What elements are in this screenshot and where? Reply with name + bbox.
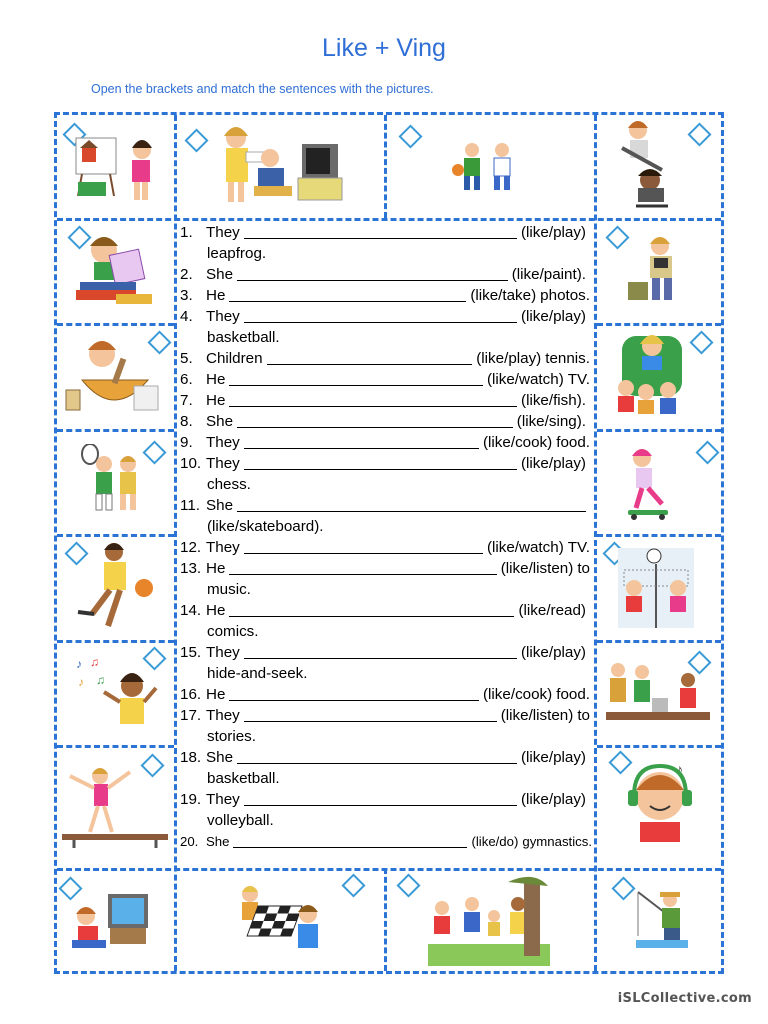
num: 16. (180, 686, 202, 703)
answer-blank[interactable] (244, 721, 497, 722)
sentence-14 (180, 600, 590, 621)
num: 13. (180, 560, 202, 577)
sentence-continuation: (like/skateboard). (207, 518, 324, 535)
answer-blank[interactable] (229, 406, 517, 407)
grid-divider (57, 640, 174, 643)
svg-text:♫: ♫ (96, 673, 105, 687)
grid-divider (597, 534, 721, 537)
sentence-subject: He (206, 560, 226, 577)
reading-comics-picture (72, 232, 158, 310)
verb-hint: (like/listen) (500, 560, 574, 577)
sentence-subject: He (206, 371, 226, 388)
verb-hint: (like/paint). (511, 266, 586, 283)
grid-divider (57, 534, 174, 537)
grid-divider (594, 115, 597, 971)
sentence-continuation: volleyball. (207, 812, 274, 829)
answer-blank[interactable] (244, 805, 517, 806)
sentence-19 (180, 789, 590, 810)
sentence-1 (180, 222, 590, 243)
sentence-18 (180, 747, 590, 768)
basketball-boys-picture (448, 140, 528, 196)
svg-text:♪: ♪ (676, 761, 683, 777)
grid-divider (174, 115, 177, 971)
grid-divider (57, 745, 174, 748)
answer-blank[interactable] (229, 616, 514, 617)
watching-tv-kids-picture (72, 890, 154, 956)
sentence-3 (180, 285, 590, 306)
sentence-5 (180, 348, 590, 369)
sentence-continuation: basketball. (207, 329, 280, 346)
sentence-11 (180, 495, 590, 516)
sentence-subject: She (206, 834, 230, 849)
answer-blank[interactable] (237, 280, 508, 281)
sentence-subject: They (206, 791, 240, 808)
answer-blank[interactable] (267, 364, 473, 365)
fishing-man-picture (634, 886, 690, 952)
verb-hint: (like/play) (521, 749, 586, 766)
svg-text:♫: ♫ (90, 655, 99, 669)
num: 17. (180, 707, 202, 724)
verb-hint: (like/play) (521, 791, 586, 808)
sentence-continuation: comics. (207, 623, 259, 640)
num: 10. (180, 455, 202, 472)
sentence-subject: Children (206, 350, 263, 367)
sentence-subject: She (206, 413, 234, 430)
sentence-ending: gymnastics. (522, 834, 592, 849)
num: 15. (180, 644, 202, 661)
num: 20. (180, 834, 199, 849)
sentence-4 (180, 306, 590, 327)
verb-hint: (like/listen) (500, 707, 574, 724)
sentence-8 (180, 411, 590, 432)
verb-hint: (like/do) (471, 834, 519, 849)
sentence-13 (180, 558, 590, 579)
num: 1. (180, 224, 193, 241)
sentence-20 (180, 831, 590, 852)
answer-blank[interactable] (229, 574, 496, 575)
sentence-subject: They (206, 434, 240, 451)
sentence-subject: He (206, 287, 226, 304)
tennis-children-picture (78, 444, 154, 518)
answer-blank[interactable] (229, 700, 479, 701)
num: 9. (180, 434, 193, 451)
answer-blank[interactable] (244, 238, 517, 239)
sentence-15 (180, 642, 590, 663)
num: 7. (180, 392, 193, 409)
sentence-subject: She (206, 266, 234, 283)
sentence-ending: TV. (567, 371, 590, 388)
num: 18. (180, 749, 202, 766)
verb-hint: (like/cook) (483, 686, 553, 703)
verb-hint: (like/cook) (483, 434, 553, 451)
sentence-10 (180, 453, 590, 474)
family-tv-picture (210, 122, 345, 210)
num: 8. (180, 413, 193, 430)
sentence-subject: They (206, 707, 240, 724)
gymnastics-girl-picture (60, 762, 170, 850)
num: 2. (180, 266, 193, 283)
leapfrog-boys-picture (612, 118, 690, 210)
page-title: Like + Ving (322, 34, 446, 62)
grid-divider (57, 218, 721, 221)
answer-blank[interactable] (237, 511, 586, 512)
num: 11. (180, 497, 200, 514)
sentence-17 (180, 705, 590, 726)
num: 5. (180, 350, 193, 367)
skateboard-girl-picture (622, 446, 694, 522)
sentence-subject: He (206, 392, 226, 409)
sentence-2 (180, 264, 590, 285)
sentence-continuation: hide-and-seek. (207, 665, 308, 682)
hide-and-seek-picture (428, 874, 550, 966)
num: 19. (180, 791, 202, 808)
sentence-ending: food. (556, 434, 590, 451)
svg-text:♪: ♪ (76, 657, 82, 671)
num: 3. (180, 287, 193, 304)
cooking-kids-picture (602, 658, 714, 730)
grid-divider (57, 323, 174, 326)
sentence-continuation: music. (207, 581, 251, 598)
sentence-subject: She (206, 497, 234, 514)
answer-blank[interactable] (244, 553, 483, 554)
sentence-ending: photos. (540, 287, 590, 304)
storytelling-picture (612, 326, 692, 418)
verb-hint: (like/sing). (516, 413, 586, 430)
basketball-girl-picture (72, 540, 158, 636)
sentence-6 (180, 369, 590, 390)
grid-divider (597, 429, 721, 432)
sentence-subject: They (206, 455, 240, 472)
grid-divider (57, 429, 174, 432)
volleyball-children-picture (614, 544, 698, 634)
sentence-subject: He (206, 686, 226, 703)
verb-hint: (like/read) (518, 602, 586, 619)
answer-blank[interactable] (244, 448, 479, 449)
answer-blank[interactable] (244, 469, 517, 470)
sentence-subject: They (206, 539, 240, 556)
grid-divider (384, 868, 387, 971)
num: 4. (180, 308, 193, 325)
sentence-ending: food. (556, 686, 590, 703)
num: 6. (180, 371, 193, 388)
sentence-subject: He (206, 602, 226, 619)
sentence-ending: TV. (567, 539, 590, 556)
answer-blank[interactable] (229, 385, 483, 386)
verb-hint: (like/play) (521, 224, 586, 241)
num: 14. (180, 602, 202, 619)
grid-divider (597, 640, 721, 643)
sentence-continuation: leapfrog. (207, 245, 267, 262)
answer-blank[interactable] (244, 658, 517, 659)
sentence-subject: They (206, 224, 240, 241)
chess-players-picture (236, 882, 326, 954)
svg-text:♪: ♪ (78, 675, 84, 689)
grid-divider (597, 745, 721, 748)
verb-hint: (like/play) (521, 644, 586, 661)
answer-blank[interactable] (244, 322, 517, 323)
sentence-12 (180, 537, 590, 558)
verb-hint: (like/play) (521, 455, 586, 472)
sentence-7 (180, 390, 590, 411)
num: 12. (180, 539, 202, 556)
verb-hint: (like/fish). (521, 392, 586, 409)
grid-divider (57, 868, 721, 871)
answer-blank[interactable] (229, 301, 466, 302)
cooking-boy-picture (64, 336, 166, 416)
verb-hint: (like/watch) (486, 539, 564, 556)
sentence-subject: They (206, 644, 240, 661)
music-boy-picture (620, 760, 700, 848)
sentence-continuation: basketball. (207, 770, 280, 787)
sentence-subject: They (206, 308, 240, 325)
photographer-picture (624, 234, 690, 308)
painting-girl-picture (68, 126, 160, 206)
sentence-ending: to (577, 560, 590, 577)
sentence-list (180, 222, 590, 852)
verb-hint: (like/watch) (486, 371, 564, 388)
watermark: iSLCollective.com (617, 991, 752, 1006)
sentence-subject: She (206, 749, 234, 766)
sentence-ending: to (577, 707, 590, 724)
answer-blank[interactable] (237, 427, 513, 428)
sentence-continuation: stories. (207, 728, 256, 745)
instructions: Open the brackets and match the sentences with the pictures. (91, 82, 434, 96)
sentence-continuation: chess. (207, 476, 251, 493)
sentence-9 (180, 432, 590, 453)
verb-hint: (like/play) (476, 350, 542, 367)
answer-blank[interactable] (233, 847, 467, 848)
sentence-16 (180, 684, 590, 705)
sentence-ending: tennis. (545, 350, 590, 367)
answer-blank[interactable] (237, 763, 517, 764)
singing-girl-picture (74, 654, 158, 730)
verb-hint: (like/take) (470, 287, 537, 304)
verb-hint: (like/play) (521, 308, 586, 325)
grid-divider (384, 115, 387, 218)
